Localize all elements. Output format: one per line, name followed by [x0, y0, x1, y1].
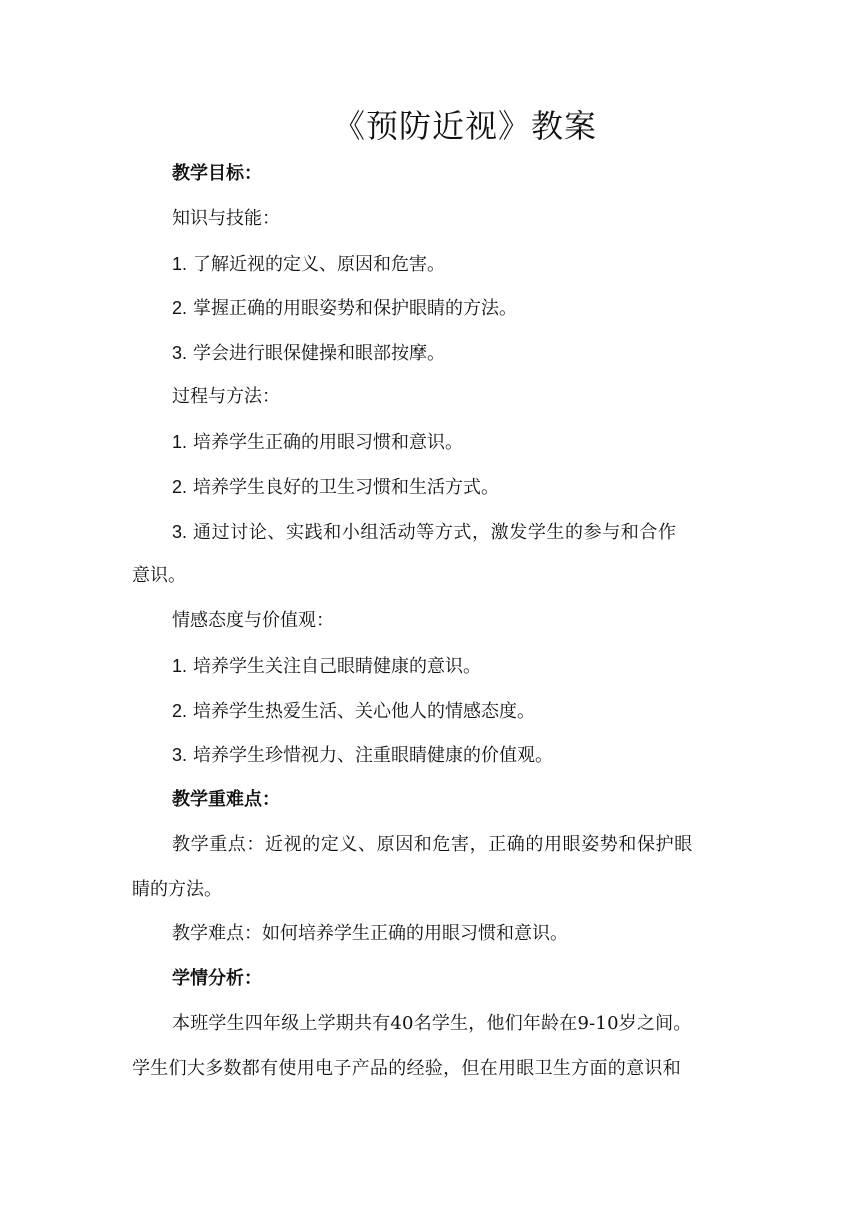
list-item	[132, 294, 772, 323]
subsection-label-process: 过程与方法：	[172, 386, 280, 407]
list-item-text: 通过讨论、实践和小组活动等方式，激发学生的参与和合作	[193, 522, 677, 543]
list-item	[132, 339, 772, 368]
list-item	[132, 741, 772, 770]
analysis-line: 本班学生四年级上学期共有40名学生，他们年龄在9-10岁之间。	[172, 1013, 692, 1034]
list-item	[132, 518, 732, 547]
list-item-number: 3.	[172, 343, 188, 363]
subsection-label-emotion: 情感态度与价值观：	[172, 610, 334, 631]
list-item-number: 2.	[172, 701, 188, 721]
list-item-number: 3.	[172, 745, 188, 765]
list-item-number: 2.	[172, 477, 188, 497]
section-heading-goals: 教学目标：	[172, 163, 262, 184]
analysis-line: 学生们大多数都有使用电子产品的经验，但在用眼卫生方面的意识和	[132, 1058, 681, 1079]
list-item-number: 2.	[172, 298, 188, 318]
list-item-number: 1.	[172, 432, 188, 452]
list-item-text: 培养学生热爱生活、关心他人的情感态度。	[193, 701, 536, 722]
page-title: 《预防近视》教案	[332, 107, 597, 145]
key-point-continuation: 睛的方法。	[132, 879, 222, 900]
key-point-line: 教学重点：近视的定义、原因和危害，正确的用眼姿势和保护眼	[172, 834, 693, 855]
list-item-text: 培养学生珍惜视力、注重眼睛健康的价值观。	[193, 745, 554, 766]
list-item	[132, 697, 772, 726]
list-item-text: 培养学生关注自己眼睛健康的意识。	[193, 656, 482, 677]
list-item-number: 1.	[172, 656, 188, 676]
list-item-text: 学会进行眼保健操和眼部按摩。	[193, 343, 446, 364]
list-item-number: 3.	[172, 522, 188, 542]
subsection-label-knowledge: 知识与技能：	[172, 208, 280, 229]
list-item-text: 培养学生正确的用眼习惯和意识。	[193, 432, 464, 453]
section-heading-analysis: 学情分析：	[172, 968, 262, 989]
difficult-point-line: 教学难点：如何培养学生正确的用眼习惯和意识。	[172, 923, 568, 944]
list-item-number: 1.	[172, 254, 188, 274]
list-item-text: 掌握正确的用眼姿势和保护眼睛的方法。	[193, 298, 518, 319]
list-item-continuation: 意识。	[132, 565, 186, 586]
list-item-text: 了解近视的定义、原因和危害。	[193, 254, 446, 275]
list-item	[132, 428, 772, 457]
section-heading-difficulty: 教学重难点：	[172, 789, 280, 810]
list-item	[132, 473, 772, 502]
list-item	[132, 250, 772, 279]
list-item-text: 培养学生良好的卫生习惯和生活方式。	[193, 477, 500, 498]
list-item	[132, 652, 772, 681]
